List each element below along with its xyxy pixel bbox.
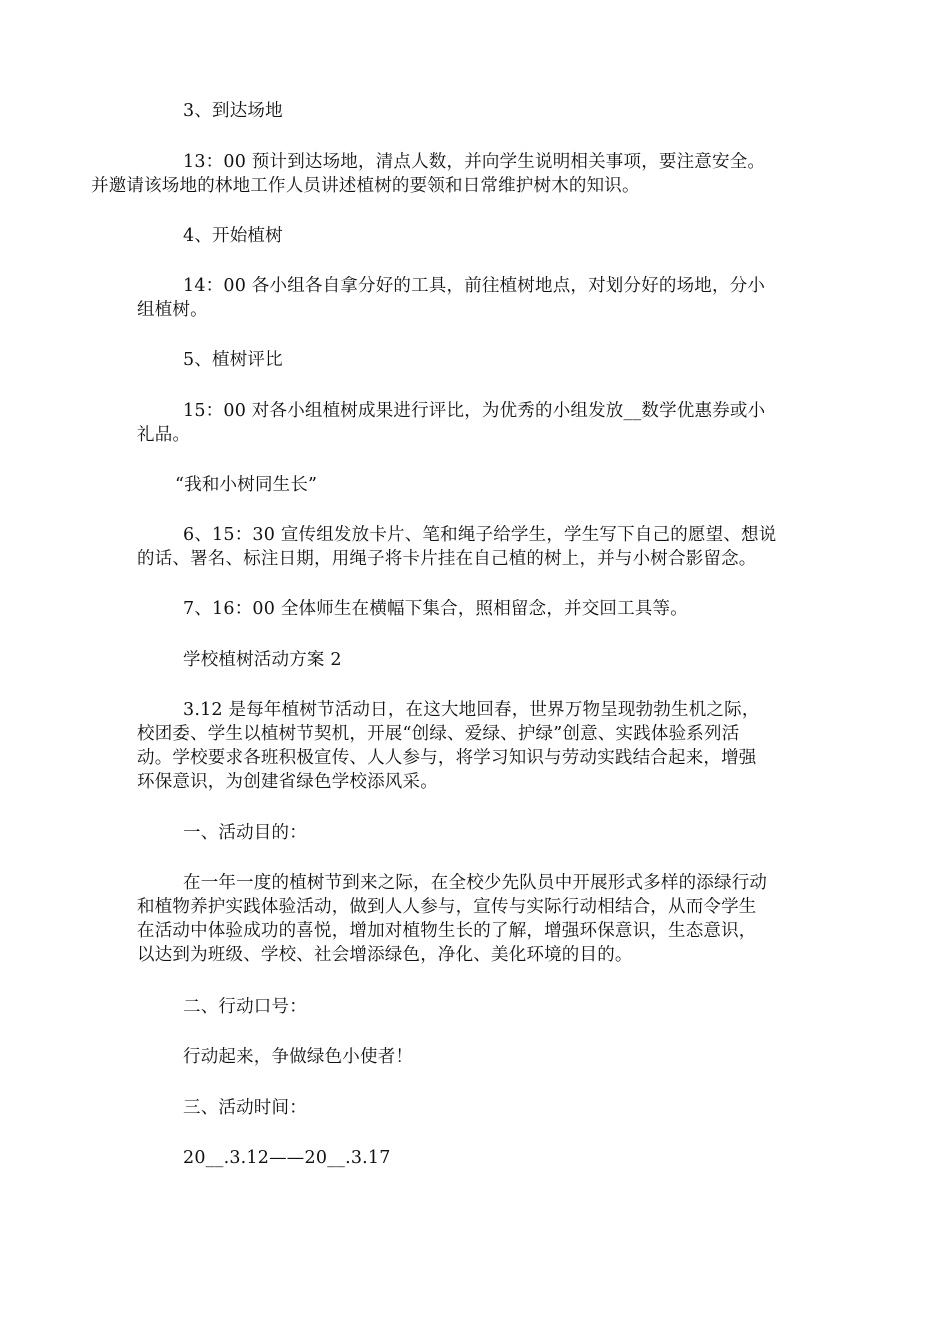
section-heading-start-planting [137,224,817,248]
text-line: 环保意识，为创建省绿色学校添风采。 [137,772,438,792]
paragraph-arrival-details [91,150,817,198]
text-line: 13：00 预计到达场地，清点人数，并向学生说明相关事项，要注意安全。 [183,152,766,172]
section-heading-evaluation [137,348,817,372]
slogan-text [137,1045,817,1069]
text-line: 5、植树评比 [183,350,283,370]
text-line: 行动起来，争做绿色小使者！ [183,1047,414,1067]
paragraph-evaluation-details [137,399,817,447]
text-line: 一、活动目的： [183,823,307,843]
text-line: 动。学校要求各班积极宣传、人人参与，将学习知识与劳动实践结合起来，增强 [137,748,757,768]
activity-title-quote [137,473,817,497]
text-line: 校团委、学生以植树节契机，开展“创绿、爱绿、护绿”创意、实践体验系列活 [137,724,740,744]
paragraph-planting-details [137,274,817,322]
text-line: “我和小树同生长” [175,475,318,495]
text-line: 和植物养护实践体验活动，做到人人参与，宣传与实际行动相结合，从而令学生 [137,897,757,917]
text-line: 15：00 对各小组植树成果进行评比，为优秀的小组发放__数学优惠券或小 [183,401,766,421]
text-line: 20__.3.12——20__.3.17 [183,1148,391,1168]
text-line: 的话、署名、标注日期，用绳子将卡片挂在自己植的树上，并与小树合影留念。 [137,549,757,569]
text-line: 并邀请该场地的林地工作人员讲述植树的要领和日常维护树木的知识。 [91,176,640,196]
section-heading-arrival [137,99,817,123]
activity-date-range [137,1146,817,1170]
text-line: 3、到达场地 [183,101,283,121]
paragraph-cards-activity [137,523,817,571]
paragraph-purpose-details [137,871,817,967]
text-line: 二、行动口号： [183,997,307,1017]
text-line: 4、开始植树 [183,226,283,246]
text-line: 在一年一度的植树节到来之际，在全校少先队员中开展形式多样的添绿行动 [183,873,768,893]
text-line: 以达到为班级、学校、社会增添绿色，净化、美化环境的目的。 [137,945,633,965]
text-line: 14：00 各小组各自拿分好的工具，前往植树地点，对划分好的场地，分小 [183,276,766,296]
text-line: 学校植树活动方案 2 [183,650,342,670]
section-heading-purpose [137,821,817,845]
plan-2-title [137,648,817,672]
text-line: 三、活动时间： [183,1098,307,1118]
text-line: 组植树。 [137,300,208,320]
text-line: 7、16：00 全体师生在横幅下集合，照相留念，并交回工具等。 [183,599,688,619]
text-line: 6、15：30 宣传组发放卡片、笔和绳子给学生，学生写下自己的愿望、想说 [183,525,777,545]
section-heading-time [137,1096,817,1120]
text-line: 在活动中体验成功的喜悦，增加对植物生长的了解，增强环保意识，生态意识， [137,921,757,941]
text-line: 3.12 是每年植树节活动日，在这大地回春，世界万物呈现勃勃生机之际， [183,700,760,720]
paragraph-plan-2-intro [137,698,817,794]
section-heading-slogan [137,995,817,1019]
paragraph-gathering [137,597,817,621]
text-line: 礼品。 [137,425,191,445]
